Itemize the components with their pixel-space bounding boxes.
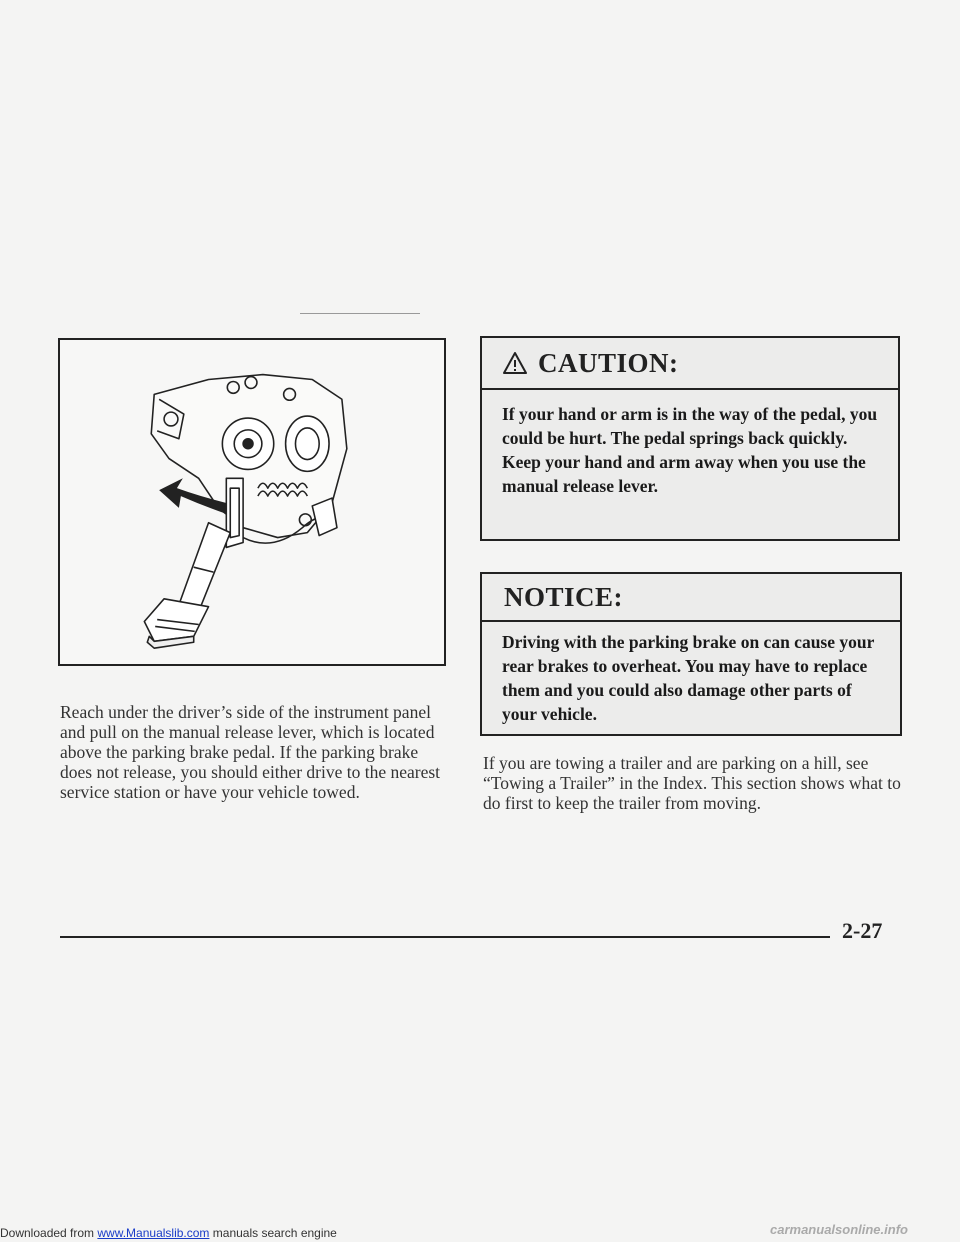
caution-heading: CAUTION:: [538, 347, 679, 378]
warning-triangle-icon: [502, 351, 528, 375]
towing-trailer-paragraph: If you are towing a trailer and are parking on a hill, see “Towing a Trailer” in the Index. This section shows what to do first to keep the trailer from moving.: [483, 753, 901, 813]
parking-brake-illustration: [58, 338, 446, 666]
caution-box: [480, 336, 900, 541]
parking-brake-pedal-drawing: [60, 340, 444, 664]
bottom-rule: [60, 936, 830, 938]
download-footer: [0, 1226, 337, 1240]
manualslib-link[interactable]: www.Manualslib.com: [97, 1226, 210, 1240]
top-rule: [300, 313, 420, 314]
caution-text: If your hand or arm is in the way of the pedal, you could be hurt. The pedal springs back quickly. Keep your hand and arm away when you use the manual release lever.: [502, 404, 878, 496]
notice-box: [480, 572, 902, 736]
release-instructions-paragraph: Reach under the driver’s side of the instrument panel and pull on the manual release lever, which is located above the parking brake pedal. If the parking brake does not release, you should either drive to the nearest service station or have your vehicle towed.: [60, 702, 441, 802]
page-number: 2-27: [842, 918, 883, 943]
notice-heading: NOTICE:: [482, 574, 900, 622]
watermark-text: carmanualsonline.info: [770, 1222, 908, 1237]
footer-prefix: Downloaded from: [0, 1226, 98, 1240]
caution-heading-row: [482, 338, 898, 390]
notice-text: Driving with the parking brake on can cause your rear brakes to overheat. You may have to replace them and you could also damage other parts of your vehicle.: [502, 632, 875, 724]
footer-suffix: manuals search engine: [209, 1226, 337, 1240]
